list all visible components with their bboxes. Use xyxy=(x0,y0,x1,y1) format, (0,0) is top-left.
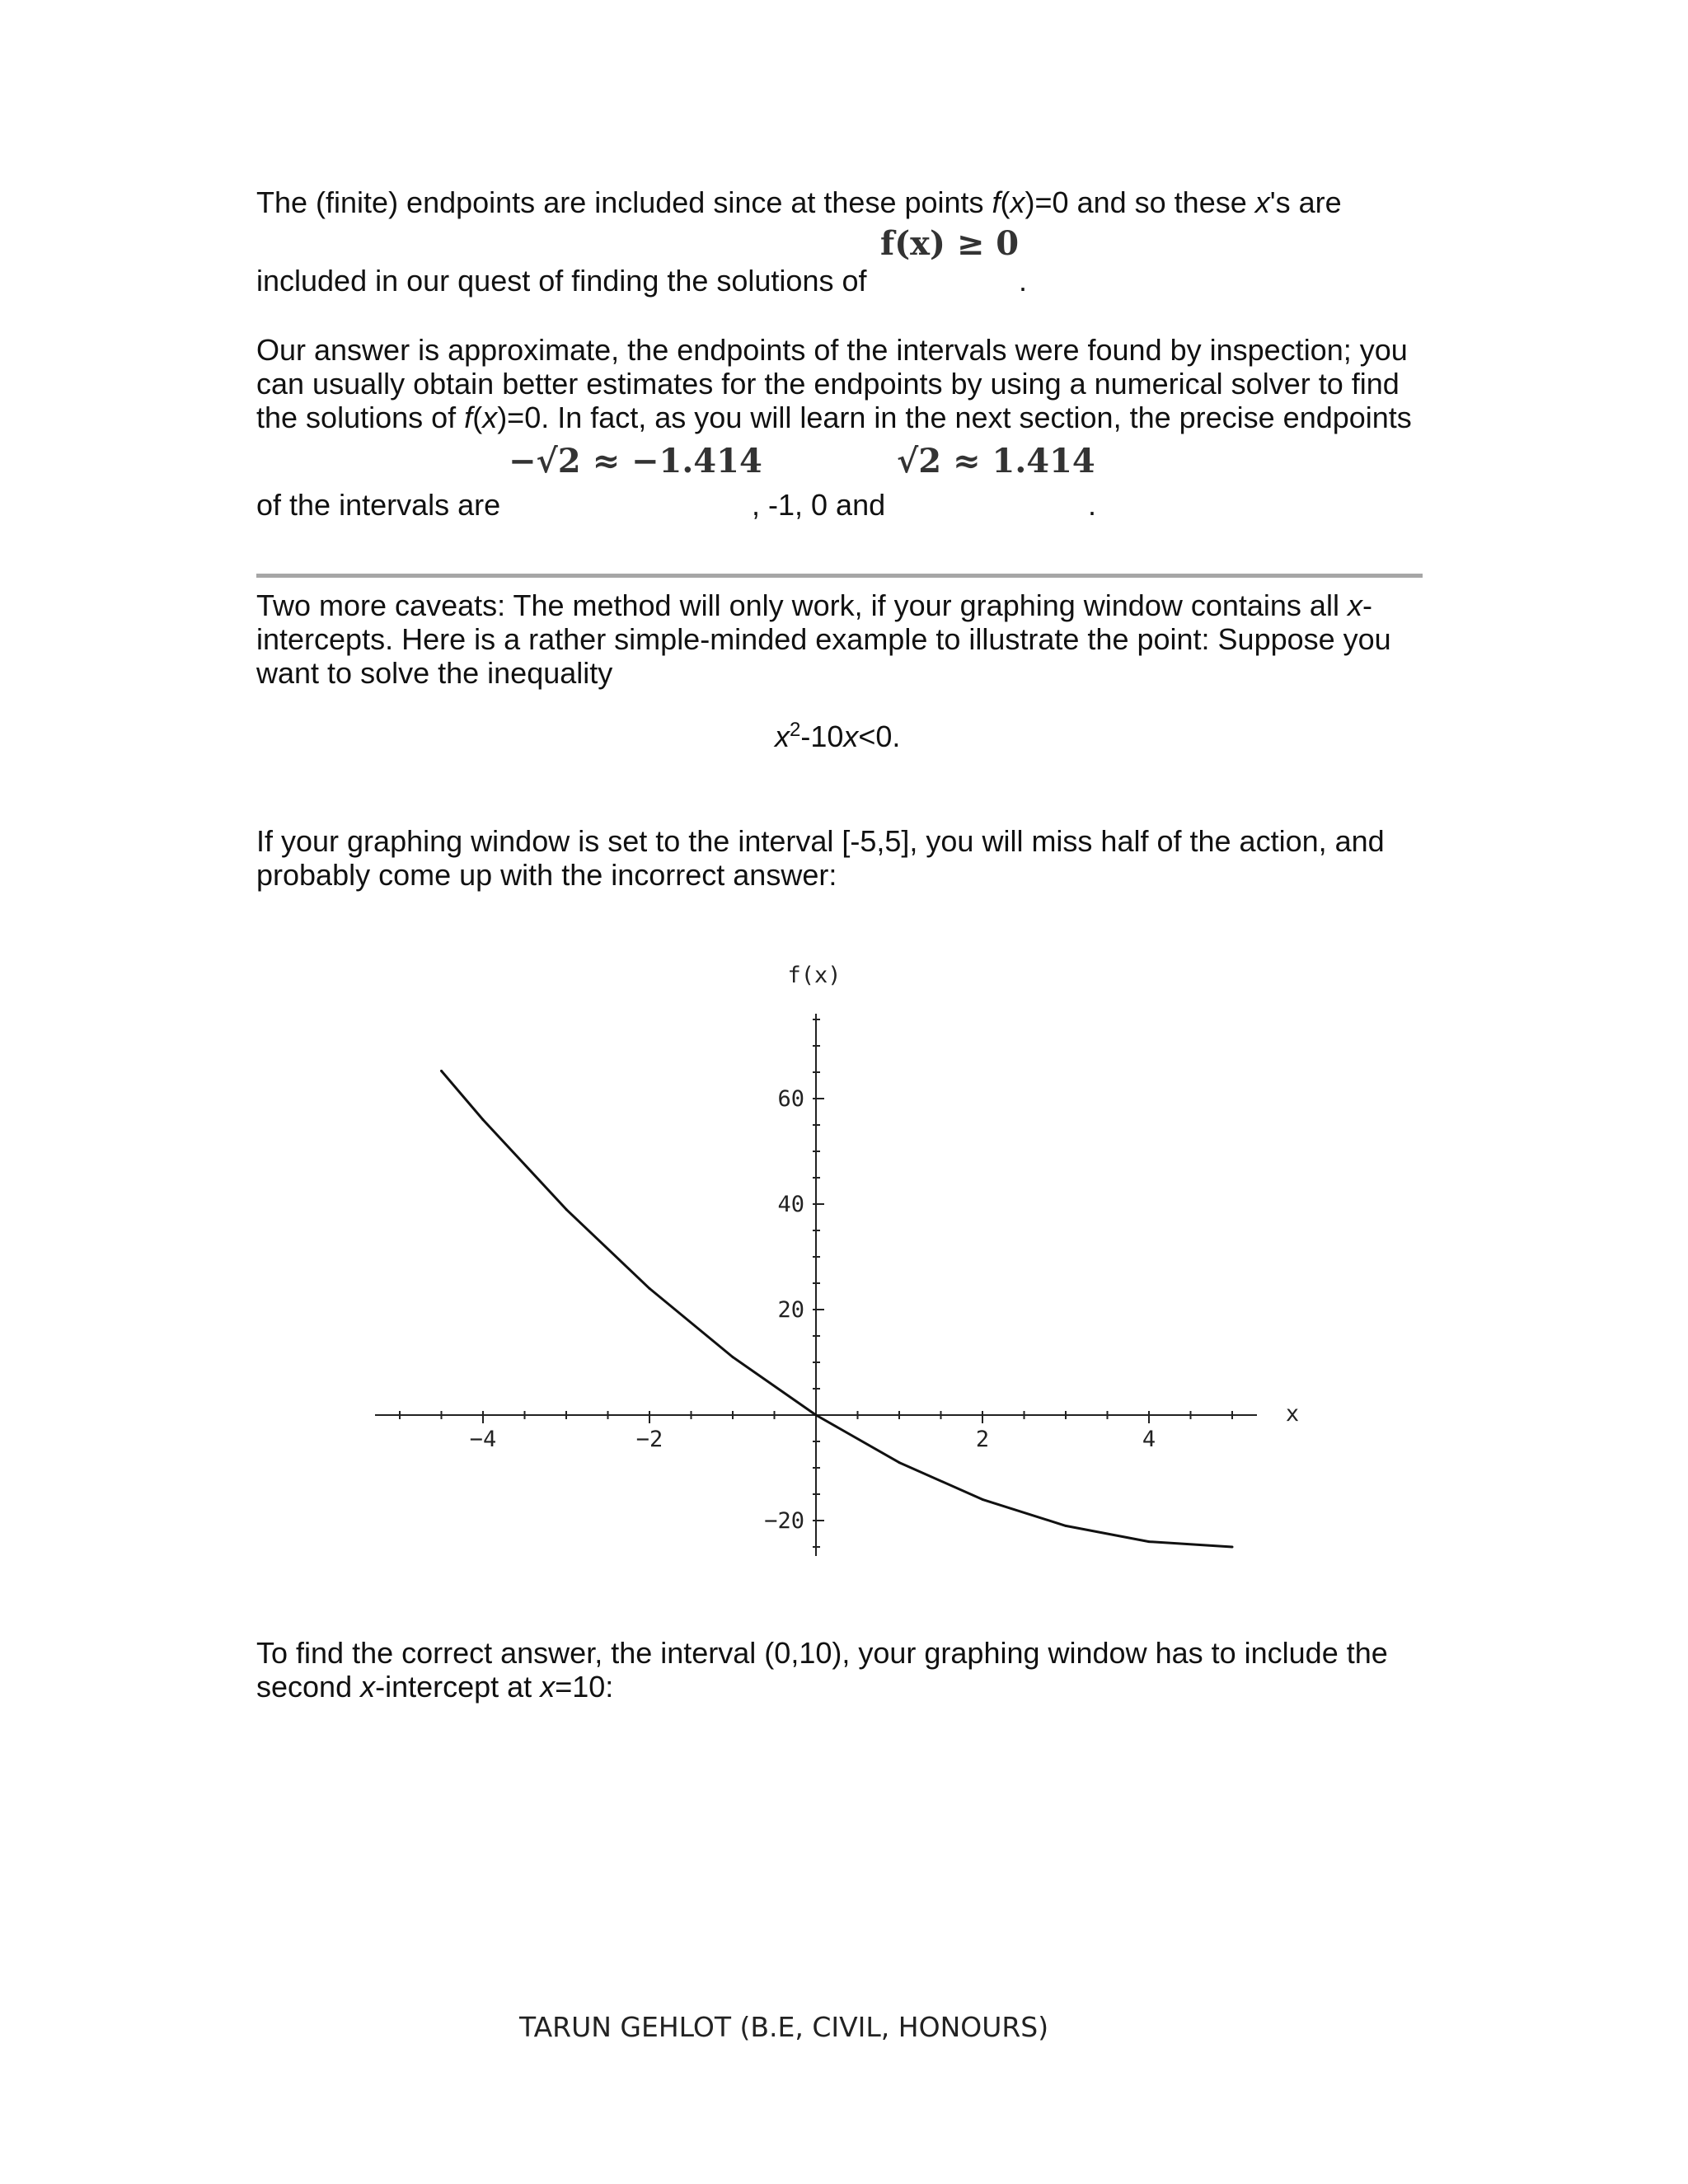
y-tick-label: 40 xyxy=(777,1192,804,1217)
paragraph-1-period: . xyxy=(1019,264,1028,298)
endpoint-positive-sqrt2: √2 ≈ 1.414 xyxy=(897,442,1095,480)
x-tick-label: −4 xyxy=(469,1427,497,1452)
y-axis-label: f(x) xyxy=(787,963,842,988)
paragraph-2-line-3: the solutions of f(x)=0. In fact, as you will learn in the next section, the precise endpoints xyxy=(256,401,1412,434)
paragraph-3-line-2: intercepts. Here is a rather simple-minded example to illustrate the point: Suppose you xyxy=(256,622,1391,656)
x-tick-label: 4 xyxy=(1142,1427,1156,1452)
data-point xyxy=(898,1461,901,1464)
inequality-display: $x^2-10x<0$. xyxy=(775,719,901,753)
data-point xyxy=(1231,1546,1234,1549)
y-tick-label: −20 xyxy=(764,1508,804,1534)
data-point xyxy=(649,1287,651,1290)
paragraph-5-line-2: second x-intercept at x=10: xyxy=(256,1670,614,1704)
data-point xyxy=(1148,1540,1151,1543)
paragraph-2-line-1: Our answer is approximate, the endpoints of the intervals were found by inspection; you xyxy=(256,333,1408,367)
paragraph-2-line-2: can usually obtain better estimates for the endpoints by using a numerical solver to find xyxy=(256,367,1400,401)
x-axis-label: x xyxy=(1285,1401,1300,1427)
inequality-formula: f(x) ≥ 0 xyxy=(880,224,1020,263)
paragraph-5-line-1: To find the correct answer, the interval (0,10), your graphing window has to include the xyxy=(256,1636,1388,1670)
paragraph-3-line-3: want to solve the inequality xyxy=(256,656,613,690)
x-tick-label: −2 xyxy=(635,1427,663,1452)
data-point xyxy=(565,1208,568,1211)
paragraph-2-line-4: of the intervals are xyxy=(256,488,501,522)
data-point xyxy=(440,1070,443,1072)
paragraph-1-line-1: The (finite) endpoints are included since at these points f(x)=0 and so these x's are xyxy=(256,185,1342,219)
paragraph-3-line-1: Two more caveats: The method will only work, if your graphing window contains all x- xyxy=(256,588,1372,622)
paragraph-1-line-2: included in our quest of finding the solutions of xyxy=(256,264,867,298)
y-tick-label: 20 xyxy=(777,1297,804,1323)
data-point xyxy=(482,1118,485,1121)
paragraph-2-line-4-middle: , -1, 0 and xyxy=(752,488,886,522)
endpoint-negative-sqrt2: −√2 ≈ −1.414 xyxy=(509,442,762,480)
data-point xyxy=(1065,1525,1067,1527)
paragraph-4-line-2: probably come up with the incorrect answer: xyxy=(256,858,837,892)
footer-author: TARUN GEHLOT (B.E, CIVIL, HONOURS) xyxy=(519,2011,1049,2043)
x-tick-label: 2 xyxy=(975,1427,990,1452)
paragraph-2-period: . xyxy=(1088,488,1097,522)
data-point xyxy=(815,1414,818,1417)
y-tick-label: 60 xyxy=(777,1086,804,1112)
data-point xyxy=(982,1498,984,1501)
data-point xyxy=(732,1356,734,1358)
function-curve xyxy=(442,1071,1233,1547)
paragraph-4-line-1: If your graphing window is set to the interval [-5,5], you will miss half of the action, and xyxy=(256,824,1385,858)
